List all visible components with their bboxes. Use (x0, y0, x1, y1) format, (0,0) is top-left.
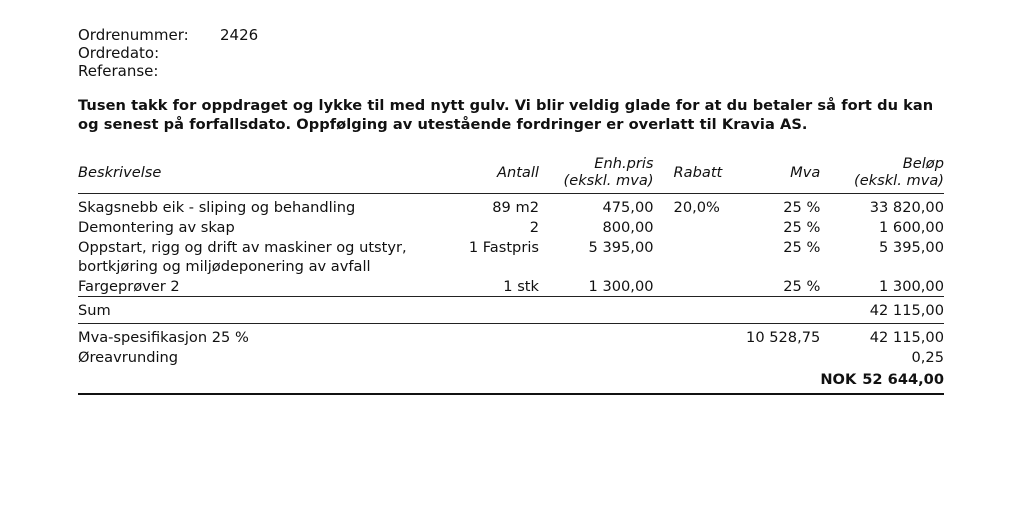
header-vat: Mva (726, 154, 821, 194)
row-discount (654, 276, 726, 297)
total-value: 52 644,00 (862, 371, 944, 388)
order-number-row (78, 26, 944, 44)
sum-value: 42 115,00 (820, 297, 944, 324)
vat-spec-label: Mva-spesifikasjon 25 % (78, 324, 457, 348)
rounding-value: 0,25 (911, 349, 944, 366)
header-unit-price-line1: Enh.pris (594, 155, 654, 172)
header-quantity: Antall (457, 154, 539, 194)
row-description: Fargeprøver 2 (78, 278, 180, 295)
row-unit-price: 5 395,00 (588, 239, 654, 256)
total-currency: NOK (820, 371, 857, 388)
order-date-label: Ordredato: (78, 44, 160, 62)
sum-row (78, 297, 944, 324)
header-amount-line2: (ekskl. mva) (854, 172, 944, 189)
row-description: Demontering av skap (78, 219, 235, 236)
table-row (78, 217, 944, 237)
table-row (78, 237, 944, 276)
header-discount: Rabatt (654, 154, 726, 194)
row-unit-price: 800,00 (602, 219, 654, 236)
rounding-label: Øreavrunding (78, 349, 179, 366)
header-amount (820, 154, 944, 194)
row-discount (654, 217, 726, 237)
row-discount (654, 237, 726, 276)
row-discount: 20,0% (673, 199, 720, 216)
row-amount: 1 600,00 (879, 219, 944, 236)
row-description: Skagsnebb eik - sliping og behandling (78, 199, 356, 216)
row-quantity: 1 stk (503, 278, 539, 295)
row-vat: 25 % (783, 278, 821, 295)
row-unit-price: 1 300,00 (588, 278, 654, 295)
order-meta (78, 26, 944, 80)
header-description: Beskrivelse (78, 154, 457, 194)
row-quantity: 89 m2 (492, 199, 539, 216)
table-row (78, 276, 944, 297)
row-amount: 33 820,00 (869, 199, 944, 216)
row-unit-price: 475,00 (602, 199, 654, 216)
order-number-label: Ordrenummer: (78, 26, 189, 44)
reference-label: Referanse: (78, 62, 159, 80)
header-unit-price-line2: (ekskl. mva) (563, 172, 654, 189)
row-quantity: 1 Fastpris (468, 239, 539, 256)
invoice-page (78, 26, 944, 395)
reference-row (78, 62, 944, 80)
rounding-row (78, 347, 944, 367)
row-amount: 1 300,00 (879, 278, 944, 295)
header-unit-price (539, 154, 654, 194)
header-amount-line1: Beløp (902, 155, 944, 172)
total-amount (820, 367, 944, 394)
row-quantity: 2 (529, 219, 539, 236)
table-header-row (78, 154, 944, 194)
table-row (78, 194, 944, 218)
sum-label: Sum (78, 297, 457, 324)
row-vat: 25 % (783, 199, 821, 216)
row-vat: 25 % (783, 219, 821, 236)
row-vat: 25 % (783, 239, 821, 256)
vat-spec-base: 42 115,00 (820, 324, 944, 348)
order-date-row (78, 44, 944, 62)
row-description: Oppstart, rigg og drift av maskiner og utstyr, bortkjøring og miljødeponering av avfall (78, 239, 407, 275)
order-lines-table (78, 154, 944, 395)
vat-spec-vat: 10 528,75 (726, 324, 821, 348)
row-amount: 5 395,00 (879, 239, 944, 256)
order-number-value: 2426 (220, 26, 259, 44)
total-row (78, 367, 944, 394)
vat-spec-row (78, 324, 944, 348)
intro-message: Tusen takk for oppdraget og lykke til med nytt gulv. Vi blir veldig glade for at du betaler så fort du kan og senest på forfallsdato. Oppfølging av utestående fordringer er overlatt til Kravia AS. (78, 97, 934, 133)
